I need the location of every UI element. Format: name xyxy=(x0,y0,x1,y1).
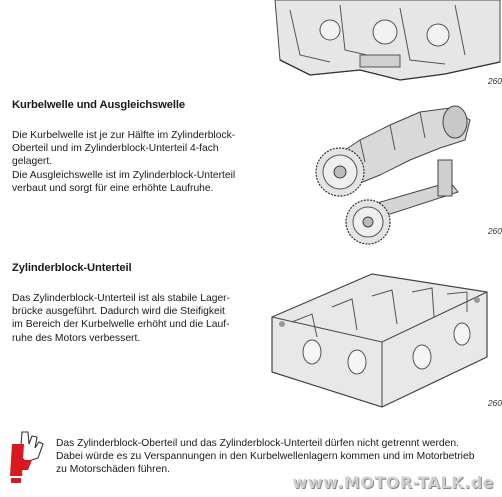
warning-line-3: zu Motorschäden führen. xyxy=(56,464,170,476)
lower-block-line-1: Das Zylinderblock-Unterteil ist als stabile Lager- xyxy=(12,293,231,304)
figure-number-middle: 260 xyxy=(487,226,502,236)
warning-note xyxy=(56,437,496,477)
lower-block-line-2: brücke ausgeführt. Dadurch wird die Steifigkeit xyxy=(12,306,225,318)
engine-block-top-illustration xyxy=(270,0,500,92)
warning-hand-icon xyxy=(8,430,48,484)
crankshaft-balance-shaft-illustration xyxy=(300,100,500,250)
lower-block-paragraph xyxy=(12,292,267,345)
crankshaft-heading: Kurbelwelle und Ausgleichswelle xyxy=(12,99,186,111)
crankshaft-line-2: Oberteil und im Zylinderblock-Unterteil 4-fach xyxy=(12,143,219,155)
crankshaft-line-3: gelagert. xyxy=(12,156,53,168)
crankshaft-line-4: Die Ausgleichswelle ist im Zylinderblock-Unterteil xyxy=(12,169,236,181)
figure-number-top: 260 xyxy=(487,76,502,86)
warning-line-2: Dabei würde es zu Verspannungen in den Kurbelwellenlagern kommen und im Motorbetrieb xyxy=(56,451,475,463)
crankshaft-paragraph xyxy=(12,129,267,195)
lower-block-line-3: im Bereich der Kurbelwelle erhöht und die Lauf- xyxy=(12,319,230,331)
lower-block-heading: Zylinderblock-Unterteil xyxy=(12,262,132,274)
lower-cylinder-block-illustration xyxy=(262,262,500,422)
crankshaft-line-5: verbaut und sorgt für eine erhöhte Laufruhe. xyxy=(12,182,214,194)
motor-talk-watermark: www.MOTOR-TALK.de xyxy=(292,473,494,492)
crankshaft-line-1: Die Kurbelwelle ist je zur Hälfte im Zylinderblock- xyxy=(12,130,236,141)
lower-block-line-4: ruhe des Motors verbessert. xyxy=(12,332,141,344)
figure-number-bottom: 260 xyxy=(487,398,502,408)
warning-line-1: Das Zylinderblock-Oberteil und das Zylinderblock-Unterteil dürfen nicht getrennt werden. xyxy=(56,438,459,449)
